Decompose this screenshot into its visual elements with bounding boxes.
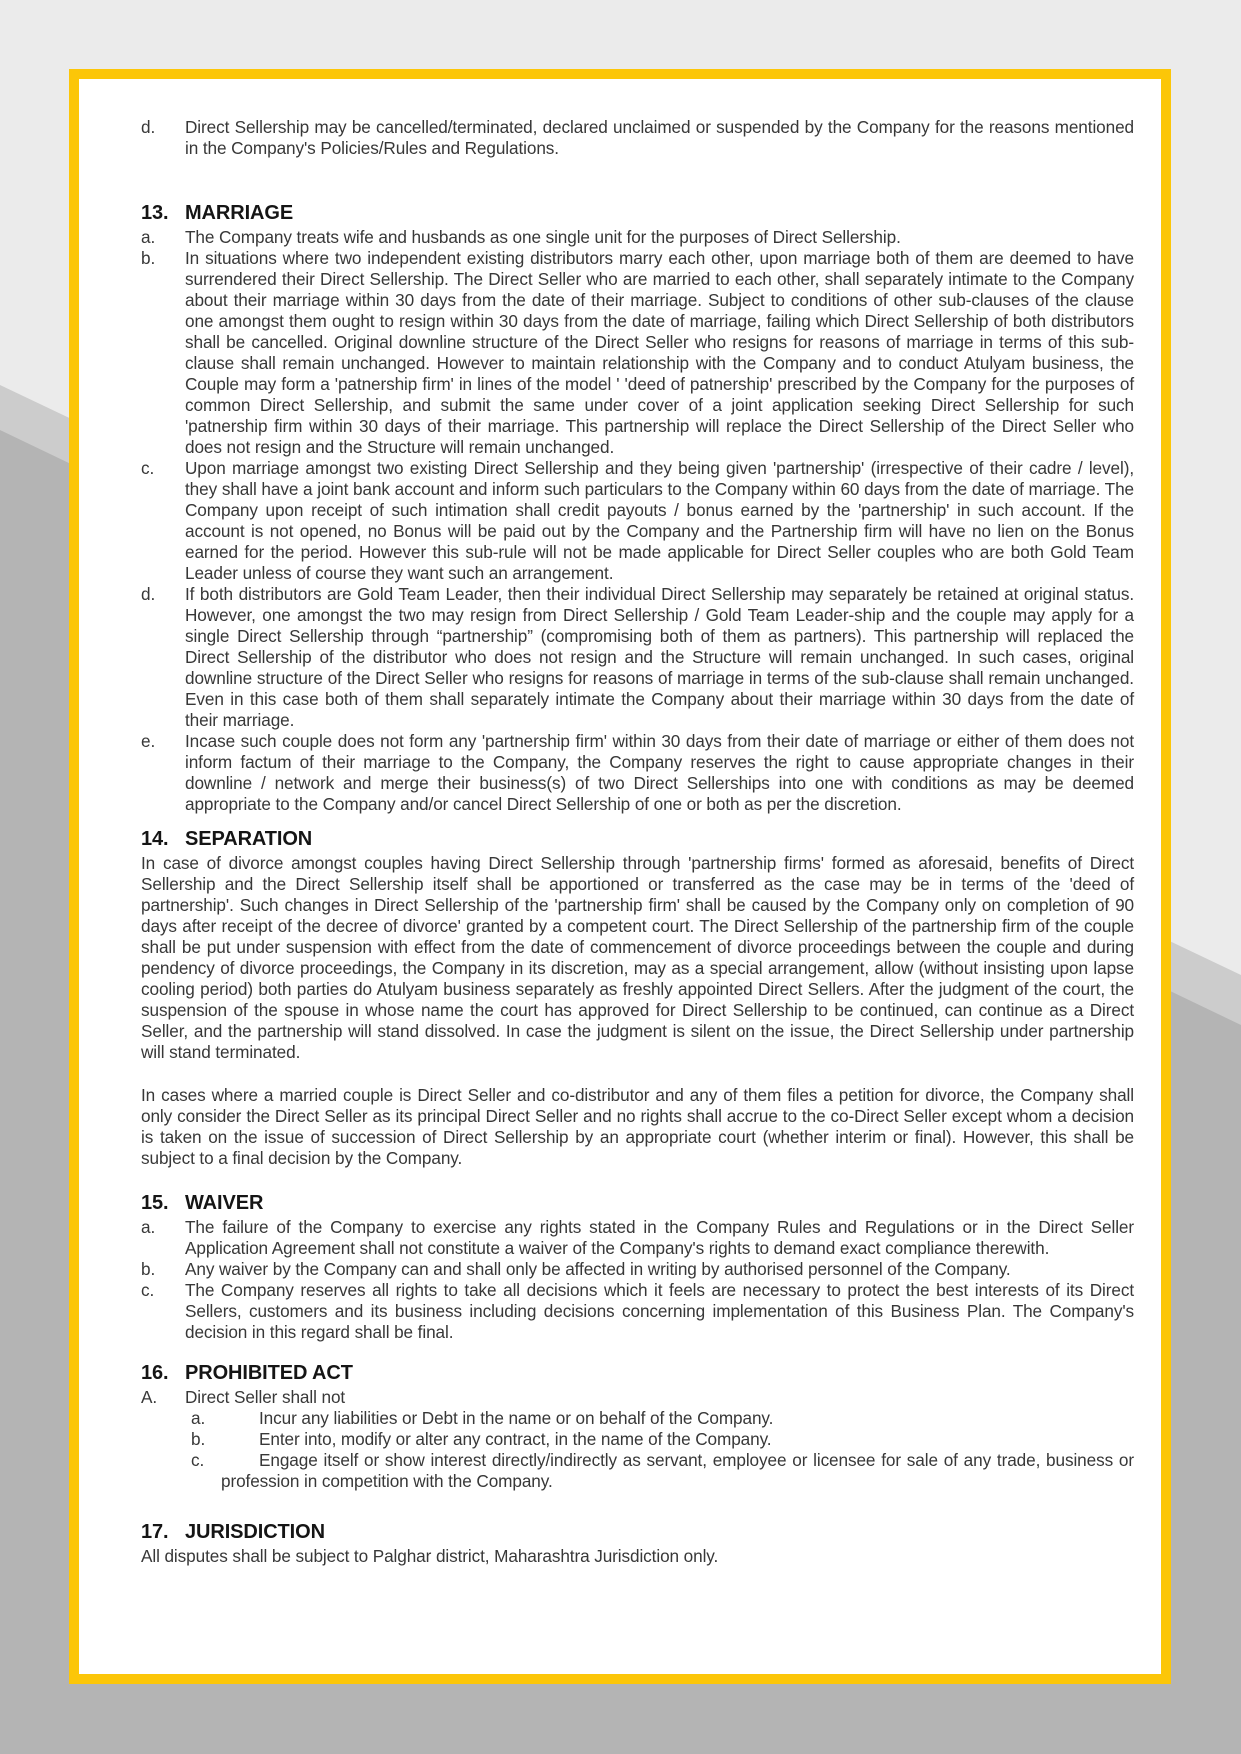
item-marker: a.: [191, 1408, 206, 1428]
list-item: [141, 248, 1134, 458]
list-item: [141, 1259, 1134, 1280]
section-heading: [141, 827, 1134, 851]
sub-list-item: [191, 1408, 1134, 1429]
item-marker: a.: [141, 1217, 156, 1237]
item-text: Incase such couple does not form any 'partnership firm' within 30 days from their date of marriage or either of them does not inform factum of their marriage to the Company, the Company reserves the right to cause appropriate changes in their downline / network and merge their business(s) of two Direct Sellerships into one with conditions as may be deemed appropriate to the Company and/or cancel Direct Sellership of one or both as per the discretion.: [185, 731, 1134, 814]
list-item: [141, 1217, 1134, 1259]
item-text: Direct Seller shall not: [185, 1387, 346, 1407]
section-number: 16.: [141, 1362, 169, 1384]
item-marker: d.: [141, 584, 156, 604]
list-item: [141, 1387, 1134, 1408]
item-text: The Company treats wife and husbands as one single unit for the purposes of Direct Sellership.: [185, 227, 901, 247]
list-item: [141, 227, 1134, 248]
item-text: Enter into, modify or alter any contract, in the name of the Company.: [259, 1429, 772, 1449]
section-title: JURISDICTION: [185, 1521, 325, 1543]
item-marker: b.: [141, 248, 156, 268]
item-marker: a.: [141, 227, 156, 247]
item-text: Upon marriage amongst two existing Direct Sellership and they being given 'partnership' (irrespective of their cadre / level), they shall have a joint bank account and inform such particulars to the Company within 60 days from the date of marriage. The Company upon receipt of such intimation shall credit payouts / bonus earned by the 'partnership' in such account. If the account is not opened, no Bonus will be paid out by the Company and the Partnership firm will have no lien on the Bonus earned for the period. However this sub-rule will not be made applicable for Direct Seller couples who are both Gold Team Leader unless of course they want such an arrangement.: [185, 458, 1134, 583]
item-marker: c.: [191, 1450, 205, 1470]
section-number: 13.: [141, 202, 169, 224]
item-text: Engage itself or show interest directly/indirectly as servant, employee or licensee for sale of any trade, business or profession in competition with the Company.: [221, 1450, 1134, 1491]
section-heading: [141, 1361, 1134, 1385]
section-separation: [141, 827, 1134, 1169]
list-item: [141, 584, 1134, 731]
section-title: SEPARATION: [185, 828, 313, 850]
section-heading: [141, 201, 1134, 225]
item-text: Direct Sellership may be cancelled/terminated, declared unclaimed or suspended by the Company for the reasons mentioned in the Company's Policies/Rules and Regulations.: [185, 117, 1134, 158]
sub-list-item: [191, 1429, 1134, 1450]
item-marker: d.: [141, 117, 156, 137]
sub-list-item: [191, 1450, 1134, 1492]
item-text: In situations where two independent existing distributors marry each other, upon marriage both of them are deemed to have surrendered their Direct Sellership. The Direct Seller who are married to each other, shall separately intimate to the Company about their marriage within 30 days from the date of their marriage. Subject to conditions of other sub-clauses of the clause one amongst them ought to resign within 30 days from the date of marriage, failing which Direct Sellership of both distributors shall be cancelled. Original downline structure of the Direct Seller who resigns for reasons of marriage in terms of this sub-clause shall remain unchanged. However to maintain relationship with the Company and to conduct Atulyam business, the Couple may form a 'patnership firm' in lines of the model ' 'deed of patnership' prescribed by the Company for the purposes of common Direct Sellership, and submit the same under cover of a joint application seeking Direct Sellership for such 'patnership firm within 30 days of their marriage. This partnership will replace the Direct Sellership of the Direct Seller who does not resign and the Structure will remain unchanged.: [185, 248, 1134, 457]
paragraph: All disputes shall be subject to Palghar district, Maharashtra Jurisdiction only.: [141, 1546, 719, 1566]
item-marker: b.: [191, 1429, 206, 1449]
document-content: [141, 117, 1134, 1567]
section-heading: [141, 1191, 1134, 1215]
list-item: [141, 1280, 1134, 1343]
item-text: The Company reserves all rights to take all decisions which it feels are necessary to protect the best interests of its Direct Sellers, customers and its business including decisions concerning implementation of this Business Plan. The Company's decision in this regard shall be final.: [185, 1280, 1134, 1342]
item-marker: c.: [141, 1280, 155, 1300]
item-text: The failure of the Company to exercise any rights stated in the Company Rules and Regulations or in the Direct Seller Application Agreement shall not constitute a waiver of the Company's rights to demand exact compliance therewith.: [185, 1217, 1134, 1258]
list-item: [141, 458, 1134, 584]
item-marker: b.: [141, 1259, 156, 1279]
item-text: If both distributors are Gold Team Leader, then their individual Direct Sellership may separately be retained at original status. However, one amongst the two may resign from Direct Sellership / Gold Team Leader-ship and the couple may apply for a single Direct Sellership through “partnership” (compromising both of them as partners). This partnership will replaced the Direct Sellership of the distributor who does not resign and the Structure will remain unchanged. In such cases, original downline structure of the Direct Seller who resigns for reasons of marriage in terms of the sub-clause shall remain unchanged. Even in this case both of them shall separately intimate the Company about their marriage within 30 days from the date of their marriage.: [185, 584, 1134, 730]
list-item: [141, 731, 1134, 815]
section-heading: [141, 1520, 1134, 1544]
paragraph: In case of divorce amongst couples having Direct Sellership through 'partnership firms' formed as aforesaid, benefits of Direct Sellership and the Direct Sellership itself shall be apportioned or transferred as the case may be in terms of the 'deed of partnership'. Such changes in Direct Sellership of the 'partnership firm' shall be caused by the Company only on completion of 90 days after receipt of the decree of divorce' granted by a competent court. The Direct Sellership of the partnership firm of the couple shall be put under suspension with effect from the date of commencement of divorce proceedings between the couple and during pendency of divorce proceedings, the Company in its discretion, may as a special arrangement, allow (without insisting upon lapse cooling period) both parties do Atulyam business separately as freshly appointed Direct Sellers. After the judgment of the court, the suspension of the spouse in whose name the court has approved for Direct Sellership to be continued, can continue as a Direct Seller, and the partnership will stand dissolved. In case the judgment is silent on the issue, the Direct Sellership under partnership will stand terminated.: [141, 853, 1134, 1062]
item-marker: A.: [141, 1387, 158, 1407]
item-text: Incur any liabilities or Debt in the name or on behalf of the Company.: [259, 1408, 774, 1428]
intro-list-item: [141, 117, 1134, 159]
section-jurisdiction: [141, 1520, 1134, 1567]
item-text: Any waiver by the Company can and shall only be affected in writing by authorised personnel of the Company.: [185, 1259, 1011, 1279]
document-sheet: [69, 69, 1171, 1684]
section-title: MARRIAGE: [185, 202, 294, 224]
section-number: 15.: [141, 1192, 169, 1214]
section-waiver: [141, 1191, 1134, 1343]
item-marker: c.: [141, 458, 155, 478]
section-marriage: [141, 201, 1134, 815]
item-marker: e.: [141, 731, 156, 751]
section-number: 17.: [141, 1521, 169, 1543]
section-title: WAIVER: [185, 1192, 264, 1214]
section-prohibited-act: [141, 1361, 1134, 1492]
section-title: PROHIBITED ACT: [185, 1362, 353, 1384]
paragraph: In cases where a married couple is Direct Seller and co-distributor and any of them files a petition for divorce, the Company shall only consider the Direct Seller as its principal Direct Seller and no rights shall accrue to the co-Direct Seller except whom a decision is taken on the issue of succession of Direct Sellership by an appropriate court (whether interim or final). However, this shall be subject to a final decision by the Company.: [141, 1085, 1134, 1168]
section-number: 14.: [141, 828, 169, 850]
